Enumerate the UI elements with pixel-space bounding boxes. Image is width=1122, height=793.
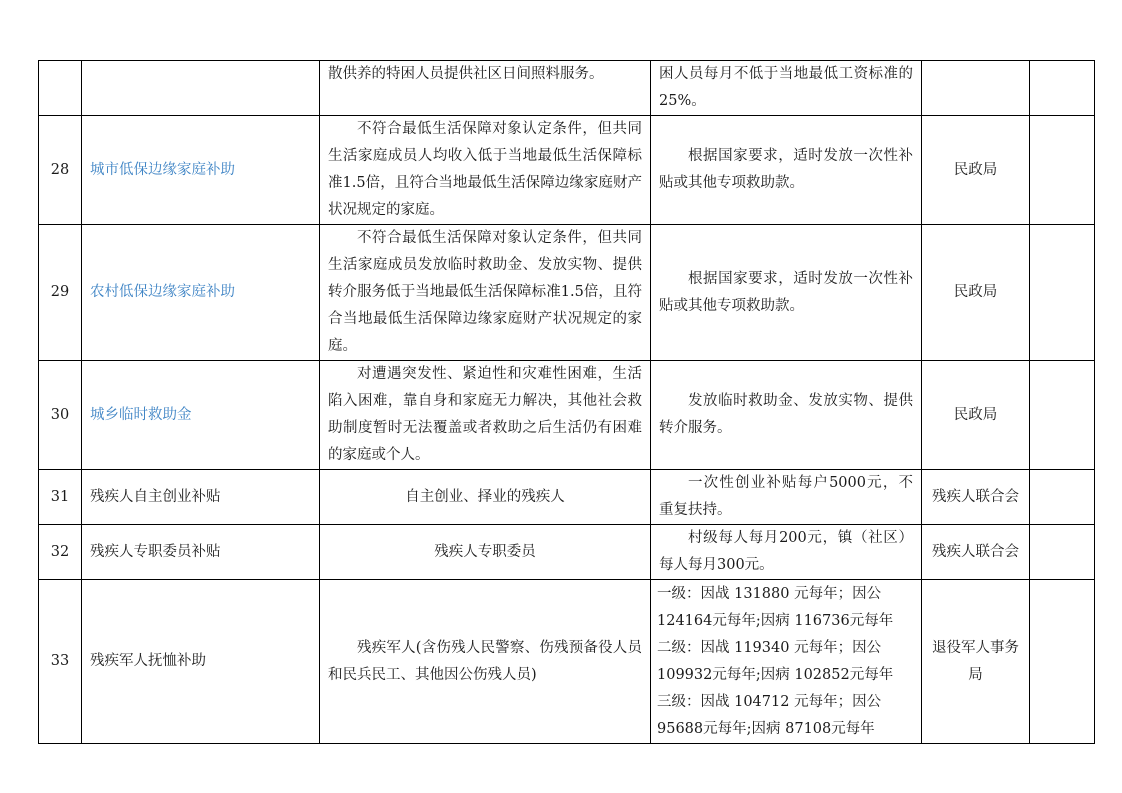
standard-text: 根据国家要求，适时发放一次性补贴或其他专项救助款。 (659, 270, 913, 314)
department-cell: 民政局 (922, 361, 1030, 470)
benefits-table (38, 60, 1095, 744)
standard-line: 一级：因战 131880 元每年；因公 (657, 585, 882, 602)
row-number: 33 (39, 580, 82, 744)
department-cell (922, 61, 1030, 116)
department-cell: 民政局 (922, 225, 1030, 361)
standard-cell (651, 580, 922, 744)
eligibility-cell: 残疾人专职委员 (320, 525, 651, 580)
eligibility-cell (320, 361, 651, 470)
item-name: 残疾人自主创业补贴 (82, 470, 320, 525)
table-row (39, 525, 1095, 580)
department-cell: 残疾人联合会 (922, 470, 1030, 525)
eligibility-cell (320, 580, 651, 744)
row-number: 28 (39, 116, 82, 225)
standard-text: 发放临时救助金、发放实物、提供转介服务。 (659, 393, 913, 436)
department-cell: 残疾人联合会 (922, 525, 1030, 580)
eligibility-text: 散供养的特困人员提供社区日间照料服务。 (328, 66, 604, 82)
table-row (39, 470, 1095, 525)
standard-text: 根据国家要求，适时发放一次性补贴或其他专项救助款。 (659, 148, 913, 191)
standard-text: 困人员每月不低于当地最低工资标准的25%。 (659, 66, 913, 109)
standard-cell (651, 116, 922, 225)
standard-cell (651, 361, 922, 470)
blank-cell (1030, 470, 1095, 525)
department-cell: 民政局 (922, 116, 1030, 225)
table-row (39, 225, 1095, 361)
blank-cell (1030, 61, 1095, 116)
table-row (39, 361, 1095, 470)
row-number: 32 (39, 525, 82, 580)
blank-cell (1030, 580, 1095, 744)
eligibility-cell (320, 225, 651, 361)
row-number: 31 (39, 470, 82, 525)
standard-line: 三级：因战 104712 元每年；因公 (657, 693, 882, 710)
department-cell: 退役军人事务局 (922, 580, 1030, 744)
standard-text: 一次性创业补贴每户5000元，不重复扶持。 (659, 475, 913, 518)
standard-cell (651, 525, 922, 580)
standard-text: 村级每人每月200元，镇（社区）每人每月300元。 (659, 530, 913, 573)
item-name: 残疾人专职委员补贴 (82, 525, 320, 580)
blank-cell (1030, 361, 1095, 470)
standard-line: 124164元每年;因病 116736元每年 (657, 612, 894, 629)
row-number: 30 (39, 361, 82, 470)
item-name-link[interactable]: 农村低保边缘家庭补助 (82, 225, 320, 361)
table-row (39, 61, 1095, 116)
blank-cell (1030, 225, 1095, 361)
table-row (39, 116, 1095, 225)
eligibility-cell: 自主创业、择业的残疾人 (320, 470, 651, 525)
standard-line: 二级：因战 119340 元每年；因公 (657, 639, 882, 656)
blank-cell (1030, 525, 1095, 580)
eligibility-cell (320, 61, 651, 116)
eligibility-cell (320, 116, 651, 225)
eligibility-text: 对遭遇突发性、紧迫性和灾难性困难，生活陷入困难，靠自身和家庭无力解决，其他社会救助制度暂时无法覆盖或者救助之后生活仍有困难的家庭或个人。 (328, 366, 642, 463)
row-number (39, 61, 82, 116)
standard-line: 95688元每年;因病 87108元每年 (657, 720, 875, 737)
standard-cell (651, 61, 922, 116)
eligibility-text: 残疾军人(含伤残人民警察、伤残预备役人员和民兵民工、其他因公伤残人员) (328, 639, 642, 683)
item-name-link[interactable]: 城市低保边缘家庭补助 (82, 116, 320, 225)
item-name (82, 61, 320, 116)
eligibility-text: 不符合最低生活保障对象认定条件，但共同生活家庭成员发放临时救助金、发放实物、提供转介服务低于当地最低生活保障标准1.5倍，且符合当地最低生活保障边缘家庭财产状况规定的家庭。 (328, 230, 642, 354)
eligibility-text: 不符合最低生活保障对象认定条件，但共同生活家庭成员人均收入低于当地最低生活保障标准1.5倍，且符合当地最低生活保障边缘家庭财产状况规定的家庭。 (328, 121, 642, 218)
row-number: 29 (39, 225, 82, 361)
item-name: 残疾军人抚恤补助 (82, 580, 320, 744)
standard-cell (651, 225, 922, 361)
table-row (39, 580, 1095, 744)
blank-cell (1030, 116, 1095, 225)
item-name-link[interactable]: 城乡临时救助金 (82, 361, 320, 470)
standard-line: 109932元每年;因病 102852元每年 (657, 666, 894, 683)
standard-cell (651, 470, 922, 525)
